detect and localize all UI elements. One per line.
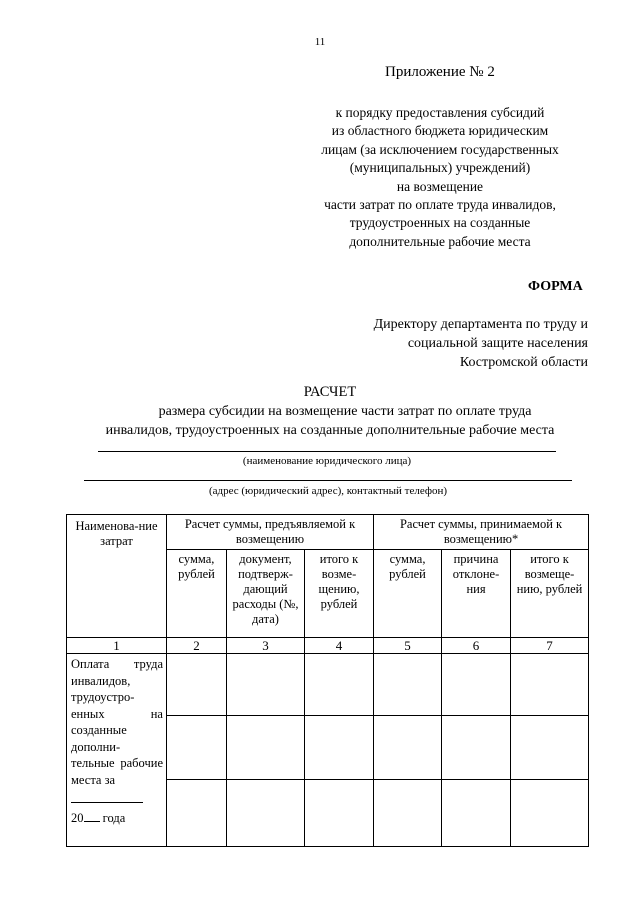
year-fill-line[interactable] (71, 790, 163, 807)
group-submitted-header: Расчет суммы, предъявляемой к возмещению (167, 515, 374, 550)
procedure-reference (300, 104, 580, 251)
data-cell[interactable] (442, 780, 511, 847)
org-name-caption: (наименование юридического лица) (242, 455, 412, 467)
year-prefix: 20 (71, 811, 84, 825)
subheader-submitted-total: итого к возме-щению, рублей (305, 550, 374, 638)
column-number: 2 (167, 638, 227, 654)
data-cell[interactable] (167, 780, 227, 847)
column-number: 5 (374, 638, 442, 654)
data-cell[interactable] (227, 716, 305, 780)
org-name-line[interactable] (98, 451, 556, 452)
calculation-title: РАСЧЕТ (303, 384, 357, 400)
data-cell[interactable] (442, 716, 511, 780)
subtitle-line: инвалидов, трудоустроенных на созданные дополнительные рабочие места (105, 423, 555, 438)
addressee-block (340, 315, 588, 372)
data-cell[interactable] (305, 716, 374, 780)
data-cell[interactable] (305, 780, 374, 847)
year-field (71, 809, 163, 826)
procedure-line: из областного бюджета юридическим (331, 123, 549, 139)
subheader-submitted-sum: сумма, рублей (167, 550, 227, 638)
address-line[interactable] (84, 480, 572, 481)
procedure-line: на возмещение (396, 178, 484, 194)
col-cost-name-header: Наименова-ние затрат (67, 515, 167, 638)
calculation-table (66, 514, 589, 847)
column-number: 3 (227, 638, 305, 654)
procedure-line: (муниципальных) учреждений) (349, 160, 531, 176)
addressee-line: Костромской области (459, 355, 588, 370)
data-cell[interactable] (227, 654, 305, 716)
data-cell[interactable] (167, 716, 227, 780)
subheader-document: документ, подтверж-дающий расходы (№, дата) (227, 550, 305, 638)
procedure-line: трудоустроенных на созданные (349, 215, 531, 231)
form-label: ФОРМА (528, 279, 583, 294)
column-number: 1 (67, 638, 167, 654)
column-number: 6 (442, 638, 511, 654)
procedure-line: к порядку предоставления субсидий (335, 105, 545, 120)
cost-item-cell (67, 654, 167, 847)
data-cell[interactable] (511, 654, 589, 716)
data-cell[interactable] (511, 780, 589, 847)
data-cell[interactable] (227, 780, 305, 847)
addressee-line: социальной защите населения (407, 336, 588, 351)
procedure-line: части затрат по оплате труда инвалидов, (324, 197, 556, 213)
subheader-deviation-reason: причина отклоне-ния (442, 550, 511, 638)
data-cell[interactable] (305, 654, 374, 716)
subheader-accepted-sum: сумма, рублей (374, 550, 442, 638)
procedure-line: дополнительные рабочие места (349, 233, 531, 249)
addressee-line: Директору департамента по труду и (373, 317, 588, 332)
column-number: 7 (511, 638, 589, 654)
procedure-line: лицам (за исключением государственных (321, 141, 559, 157)
subheader-accepted-total: итого к возмеще-нию, рублей (511, 550, 589, 638)
appendix-title: Приложение № 2 (385, 64, 495, 80)
cost-item-name: Оплата труда инвалидов, трудоустро-енных на созданные дополни-тельные рабочие места за (71, 657, 163, 787)
data-cell[interactable] (374, 716, 442, 780)
column-number: 4 (305, 638, 374, 654)
page-number: 11 (314, 36, 326, 48)
data-cell[interactable] (442, 654, 511, 716)
group-accepted-header: Расчет суммы, принимаемой к возмещению* (374, 515, 589, 550)
data-cell[interactable] (167, 654, 227, 716)
address-caption: (адрес (юридический адрес), контактный телефон) (208, 485, 448, 497)
year-blank[interactable] (84, 809, 100, 822)
calculation-subtitle (70, 402, 590, 440)
year-suffix: года (102, 811, 126, 825)
data-cell[interactable] (374, 654, 442, 716)
data-cell[interactable] (511, 716, 589, 780)
subtitle-line: размера субсидии на возмещение части затрат по оплате труда (158, 404, 532, 419)
data-cell[interactable] (374, 780, 442, 847)
